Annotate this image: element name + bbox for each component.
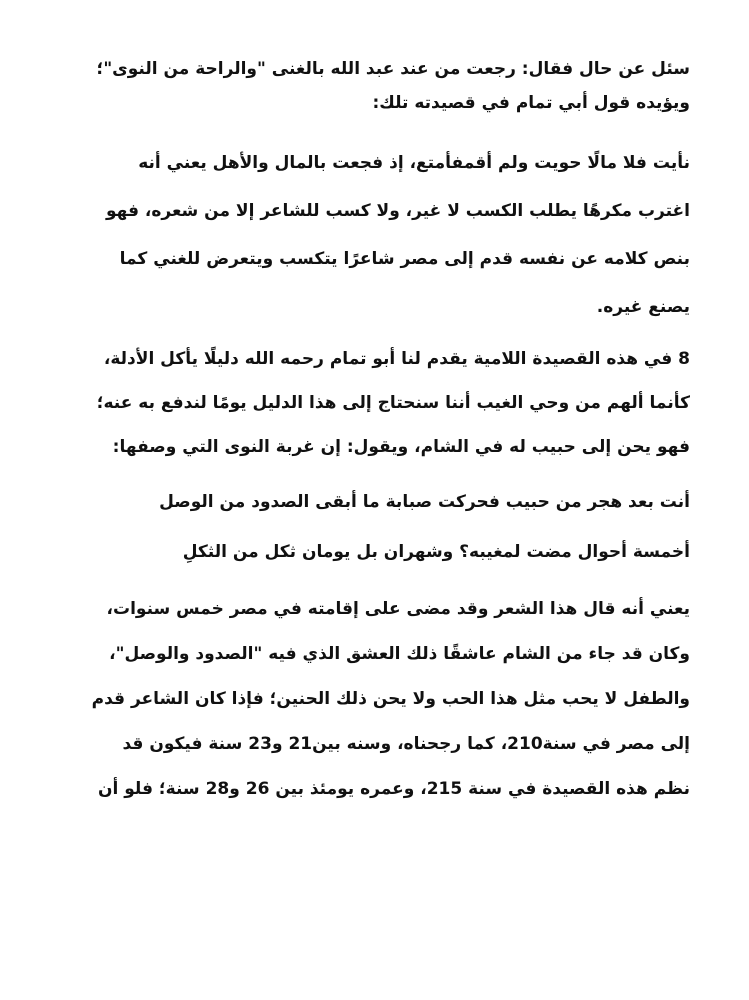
- text-line: كأنما ألهم من وحي الغيب أننا سنحتاج إلى هذا الدليل يومًا لندفع به عنه؛: [96, 393, 690, 413]
- paragraph-intro: [68, 52, 690, 120]
- text-line: سئل عن حال فقال: رجعت من عند عبد الله بالغنى "والراحة من النوى"؛: [96, 59, 690, 79]
- text-line: ويؤيده قول أبي تمام في قصيدته تلك:: [372, 93, 690, 113]
- text-line: 8 في هذه القصيدة اللامية يقدم لنا أبو تمام رحمه الله دليلًا يأكل الأدلة،: [103, 349, 690, 369]
- text-line: يعني أنه قال هذا الشعر وقد مضى على إقامته في مصر خمس سنوات،: [106, 599, 690, 619]
- text-line: وكان قد جاء من الشام عاشقًا ذلك العشق الذي فيه "الصدود والوصل"،: [109, 644, 690, 664]
- text-line: يصنع غيره.: [596, 297, 690, 317]
- text-line: إلى مصر في سنة210، كما رجحناه، وسنه بين21 و23 سنة فيكون قد: [122, 734, 690, 754]
- text-line: والطفل لا يحب مثل هذا الحب ولا يحن ذلك الحنين؛ فإذا كان الشاعر قدم: [91, 689, 690, 709]
- paragraph-evidence: [68, 337, 690, 469]
- paragraph-exile: [68, 139, 690, 331]
- text-line: فهو يحن إلى حبيب له في الشام، ويقول: إن غربة النوى التي وصفها:: [112, 437, 690, 457]
- paragraph-dating: [68, 587, 690, 812]
- poem-verse: أخمسة أحوال مضت لمغيبه؟ وشهران بل يومان ثكل من الثكلِ: [182, 542, 690, 562]
- text-line: اغترب مكرهًا يطلب الكسب لا غير، ولا كسب للشاعر إلا من شعره، فهو: [105, 201, 690, 221]
- document-body: [68, 52, 690, 812]
- poem-verse: أنت بعد هجر من حبيب فحركت صبابة ما أبقى الصدود من الوصل: [159, 492, 690, 512]
- text-line: نأيت فلا مالًا حويت ولم أقمفأمتع، إذ فجعت بالمال والأهل يعني أنه: [138, 153, 690, 173]
- text-line: بنص كلامه عن نفسه قدم إلى مصر شاعرًا يتكسب ويتعرض للغني كما: [119, 249, 690, 269]
- text-line: نظم هذه القصيدة في سنة 215، وعمره يومئذ بين 26 و28 سنة؛ فلو أن: [97, 779, 690, 799]
